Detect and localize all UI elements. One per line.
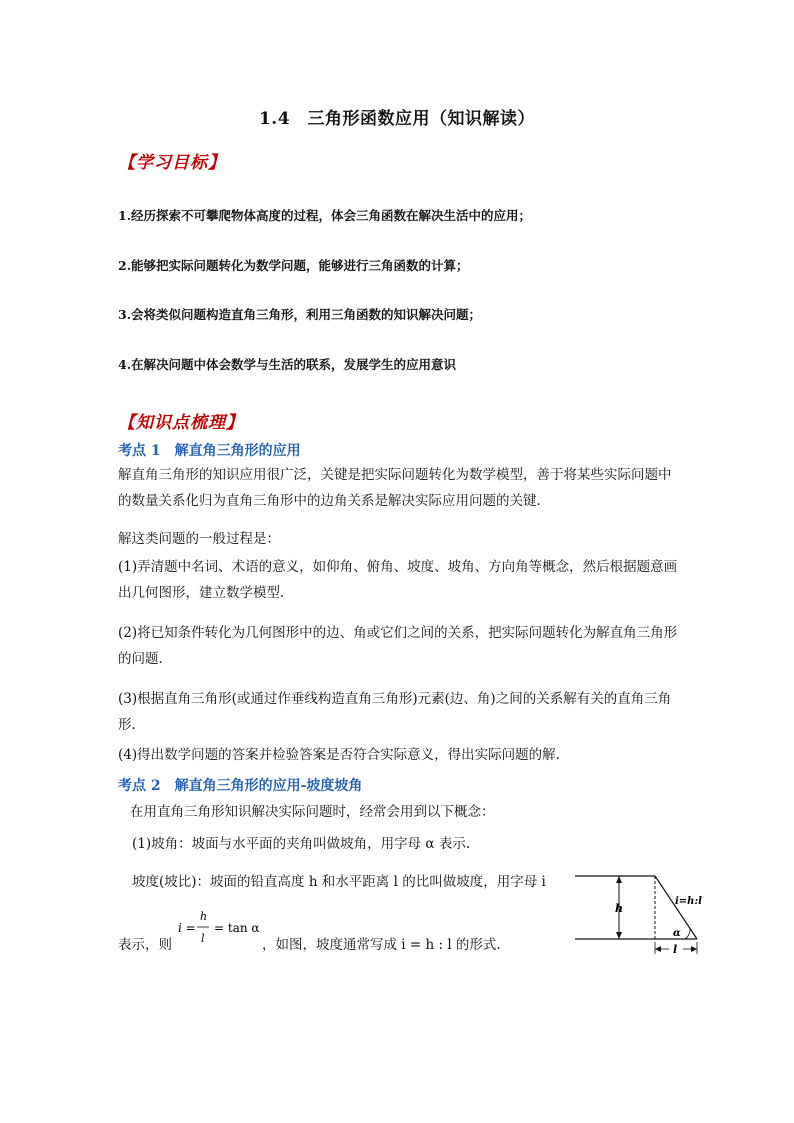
- kp2-heading: 考点 2 解直角三角形的应用-坡度坡角: [118, 778, 363, 794]
- formula-tan: = tan α: [214, 921, 260, 935]
- kp1-step-3: (3)根据直角三角形(或通过作垂线构造直角三角形)元素(边、角)之间的关系解有关的直角三角形.: [118, 691, 672, 733]
- diagram-h-label: h: [615, 902, 623, 915]
- kp2-slope-ratio-line2a: 表示，则: [118, 937, 172, 953]
- kp1-step-1: (1)弄清题中名词、术语的意义，如仰角、俯角、坡度、坡角、方向角等概念，然后根据题意画出几何图形，建立数学模型.: [118, 559, 678, 601]
- formula-h: h: [200, 910, 208, 923]
- knowledge-header: 【知识点梳理】: [118, 413, 244, 433]
- kp1-process-label: 解这类问题的一般过程是：: [118, 531, 280, 547]
- goal-item-3: 3.会将类似问题构造直角三角形，利用三角函数的知识解决问题；: [118, 307, 482, 322]
- slope-formula: [178, 906, 262, 946]
- slope-diagram: [575, 868, 715, 958]
- kp1-intro: 解直角三角形的知识应用很广泛，关键是把实际问题转化为数学模型，善于将某些实际问题中的数量关系化归为直角三角形中的边角关系是解决实际应用问题的关键.: [118, 467, 672, 509]
- goals-header: 【学习目标】: [118, 153, 226, 173]
- kp2-slope-angle: (1)坡角：坡面与水平面的夹角叫做坡角，用字母 α 表示.: [132, 836, 471, 852]
- kp2-slope-ratio-line2b: ，如图，坡度通常写成 i = h : l 的形式.: [262, 937, 501, 953]
- formula-i: i =: [178, 921, 196, 935]
- page-title: 1.4 三角形函数应用（知识解读）: [258, 109, 536, 129]
- diagram-alpha-label: α: [673, 928, 681, 939]
- goal-item-2: 2.能够把实际问题转化为数学问题，能够进行三角函数的计算；: [118, 258, 469, 273]
- kp1-step-2: (2)将已知条件转化为几何图形中的边、角或它们之间的关系，把实际问题转化为解直角三角形的问题.: [118, 625, 678, 667]
- goal-item-1: 1.经历探索不可攀爬物体高度的过程，体会三角函数在解决生活中的应用；: [118, 208, 532, 223]
- goal-item-4: 4.在解决问题中体会数学与生活的联系，发展学生的应用意识: [118, 357, 457, 372]
- kp2-slope-ratio-line1: 坡度(坡比)：坡面的铅直高度 h 和水平距离 l 的比叫做坡度，用字母 i: [132, 874, 546, 890]
- kp1-heading: 考点 1 解直角三角形的应用: [118, 443, 301, 459]
- formula-l: l: [201, 932, 205, 945]
- kp1-step-4: (4)得出数学问题的答案并检验答案是否符合实际意义，得出实际问题的解.: [118, 747, 560, 763]
- diagram-l-label: l: [673, 943, 678, 956]
- kp2-intro: 在用直角三角形知识解决实际问题时，经常会用到以下概念：: [130, 804, 495, 820]
- diagram-ratio-label: i=h:l: [675, 896, 702, 907]
